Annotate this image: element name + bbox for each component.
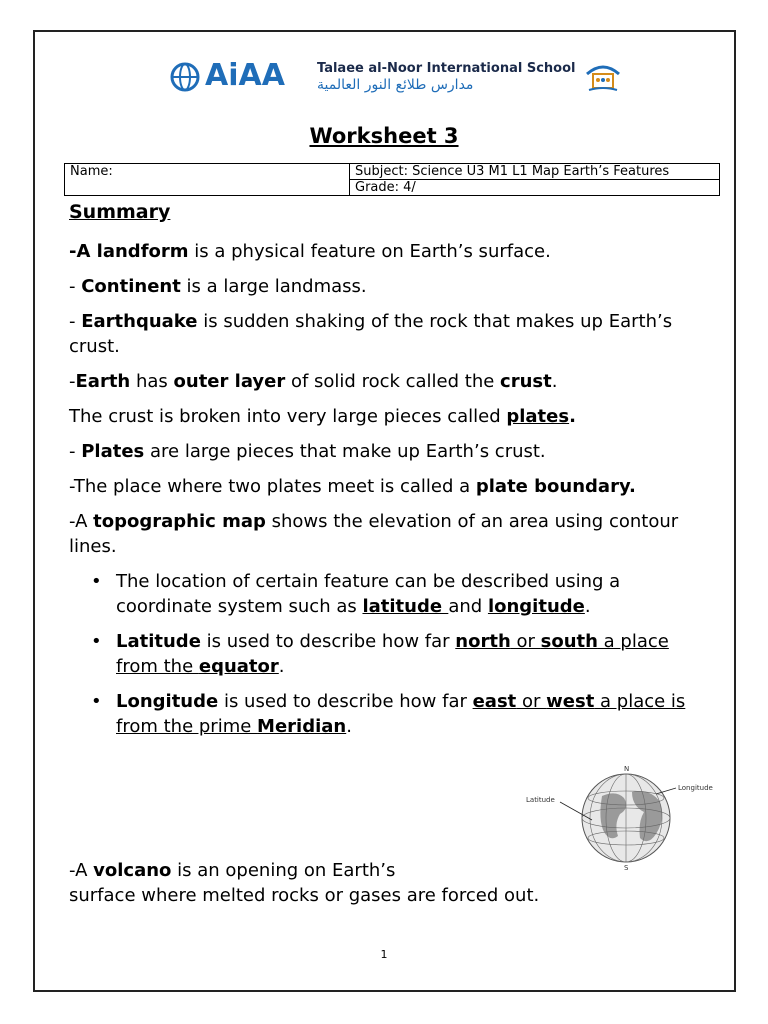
earth-text-2: of solid rock called the — [285, 371, 501, 392]
globe-logo-icon — [169, 62, 201, 92]
b1-text: The location of certain feature can be described using a coordinate system such as — [116, 571, 621, 617]
worksheet-title: Worksheet 3 — [309, 124, 459, 148]
earth-text-1: has — [130, 371, 174, 392]
topo-dash: -A — [69, 511, 94, 532]
landform-paragraph — [69, 239, 709, 264]
school-header — [165, 58, 635, 98]
crust-period: . — [569, 406, 576, 427]
plates-term-underlined: plates — [506, 406, 570, 427]
school-crest-icon — [583, 60, 623, 94]
volcano-paragraph — [69, 858, 689, 908]
globe-diagram — [520, 762, 720, 872]
equator-term: equator — [198, 656, 279, 677]
longitude-term: Longitude — [116, 691, 219, 712]
latitude-link-term: latitude — [362, 596, 449, 617]
earth-term: Earth — [75, 371, 131, 392]
worksheet-content — [69, 200, 709, 749]
earthquake-term: Earthquake — [81, 311, 198, 332]
outer-layer-term: outer layer — [173, 371, 286, 392]
crust-term: crust — [500, 371, 552, 392]
east-term: east — [472, 691, 517, 712]
globe-sphere — [582, 774, 670, 862]
school-name-english: Talaee al-Noor International School — [317, 61, 576, 76]
bullet-longitude — [69, 689, 709, 739]
crust-paragraph — [69, 404, 709, 429]
longitude-link-term: longitude — [487, 596, 585, 617]
continent-paragraph — [69, 274, 709, 299]
topographic-paragraph — [69, 509, 709, 559]
grade-cell: Grade: 4/ — [350, 180, 720, 196]
volcano-text-2: surface where melted rocks or gases are forced out. — [69, 885, 540, 906]
volcano-text-1: is an opening on Earth’s — [171, 860, 396, 881]
globe-label-longitude: Longitude — [678, 784, 713, 792]
earthquake-dash: - — [69, 311, 82, 332]
globe-label-south: S — [624, 864, 629, 872]
b3-or: or — [516, 691, 547, 712]
earthquake-definition: is sudden shaking of the rock that makes up Earth’s crust. — [69, 311, 673, 357]
latitude-term: Latitude — [116, 631, 201, 652]
b1-period: . — [584, 596, 591, 617]
earth-period: . — [551, 371, 558, 392]
b1-and: and — [448, 596, 488, 617]
b2-text-2: a place from the — [116, 631, 669, 677]
bullet-dot: • — [91, 631, 102, 652]
globe-label-latitude: Latitude — [526, 796, 555, 804]
b3-period: . — [346, 716, 352, 737]
boundary-text: -The place where two plates meet is called a — [69, 476, 476, 497]
plate-boundary-term: plate boundary. — [475, 476, 636, 497]
b2-text-1: is used to describe how far — [200, 631, 456, 652]
continent-definition: is a large landmass. — [180, 276, 367, 297]
plates-paragraph — [69, 439, 709, 464]
topographic-map-term: topographic map — [93, 511, 266, 532]
topo-definition: shows the elevation of an area using contour lines. — [69, 511, 679, 557]
info-table — [64, 163, 720, 196]
b2-or: or — [510, 631, 541, 652]
south-term: south — [540, 631, 598, 652]
earth-paragraph — [69, 369, 709, 394]
page-number: 1 — [380, 948, 388, 961]
b2-period: . — [278, 656, 285, 677]
landform-definition: is a physical feature on Earth’s surface. — [188, 241, 551, 262]
b3-text-1: is used to describe how far — [218, 691, 473, 712]
plates-term: Plates — [81, 441, 145, 462]
bullet-coordinate-system — [69, 569, 709, 619]
summary-heading: Summary — [69, 201, 171, 223]
landform-term: landform — [96, 241, 189, 262]
bullet-dot: • — [91, 571, 102, 592]
continent-dash: - — [69, 276, 82, 297]
plates-definition: are large pieces that make up Earth’s crust. — [144, 441, 546, 462]
coordinate-bullets — [69, 569, 709, 739]
school-name-arabic: مدارس طلائع النور العالمية — [317, 77, 474, 93]
bullet-latitude — [69, 629, 709, 679]
globe-label-north: N — [624, 765, 630, 773]
bullet-dot: • — [91, 691, 102, 712]
earth-dash: - — [69, 371, 76, 392]
earthquake-paragraph — [69, 309, 709, 359]
b3-text-2: a place is from the prime — [116, 691, 686, 737]
volcano-term: volcano — [93, 860, 172, 881]
aiaa-logo-text: AiAA — [205, 58, 285, 93]
plates-dash: - — [69, 441, 82, 462]
continent-term: Continent — [81, 276, 181, 297]
landform-dash: -A — [69, 241, 97, 262]
meridian-term: Meridian — [257, 716, 347, 737]
volcano-dash: -A — [69, 860, 94, 881]
crust-text: The crust is broken into very large pieces called — [69, 406, 507, 427]
boundary-paragraph — [69, 474, 709, 499]
subject-cell: Subject: Science U3 M1 L1 Map Earth’s Features — [350, 164, 720, 180]
west-term: west — [546, 691, 595, 712]
north-term: north — [455, 631, 511, 652]
name-cell: Name: — [65, 164, 350, 196]
